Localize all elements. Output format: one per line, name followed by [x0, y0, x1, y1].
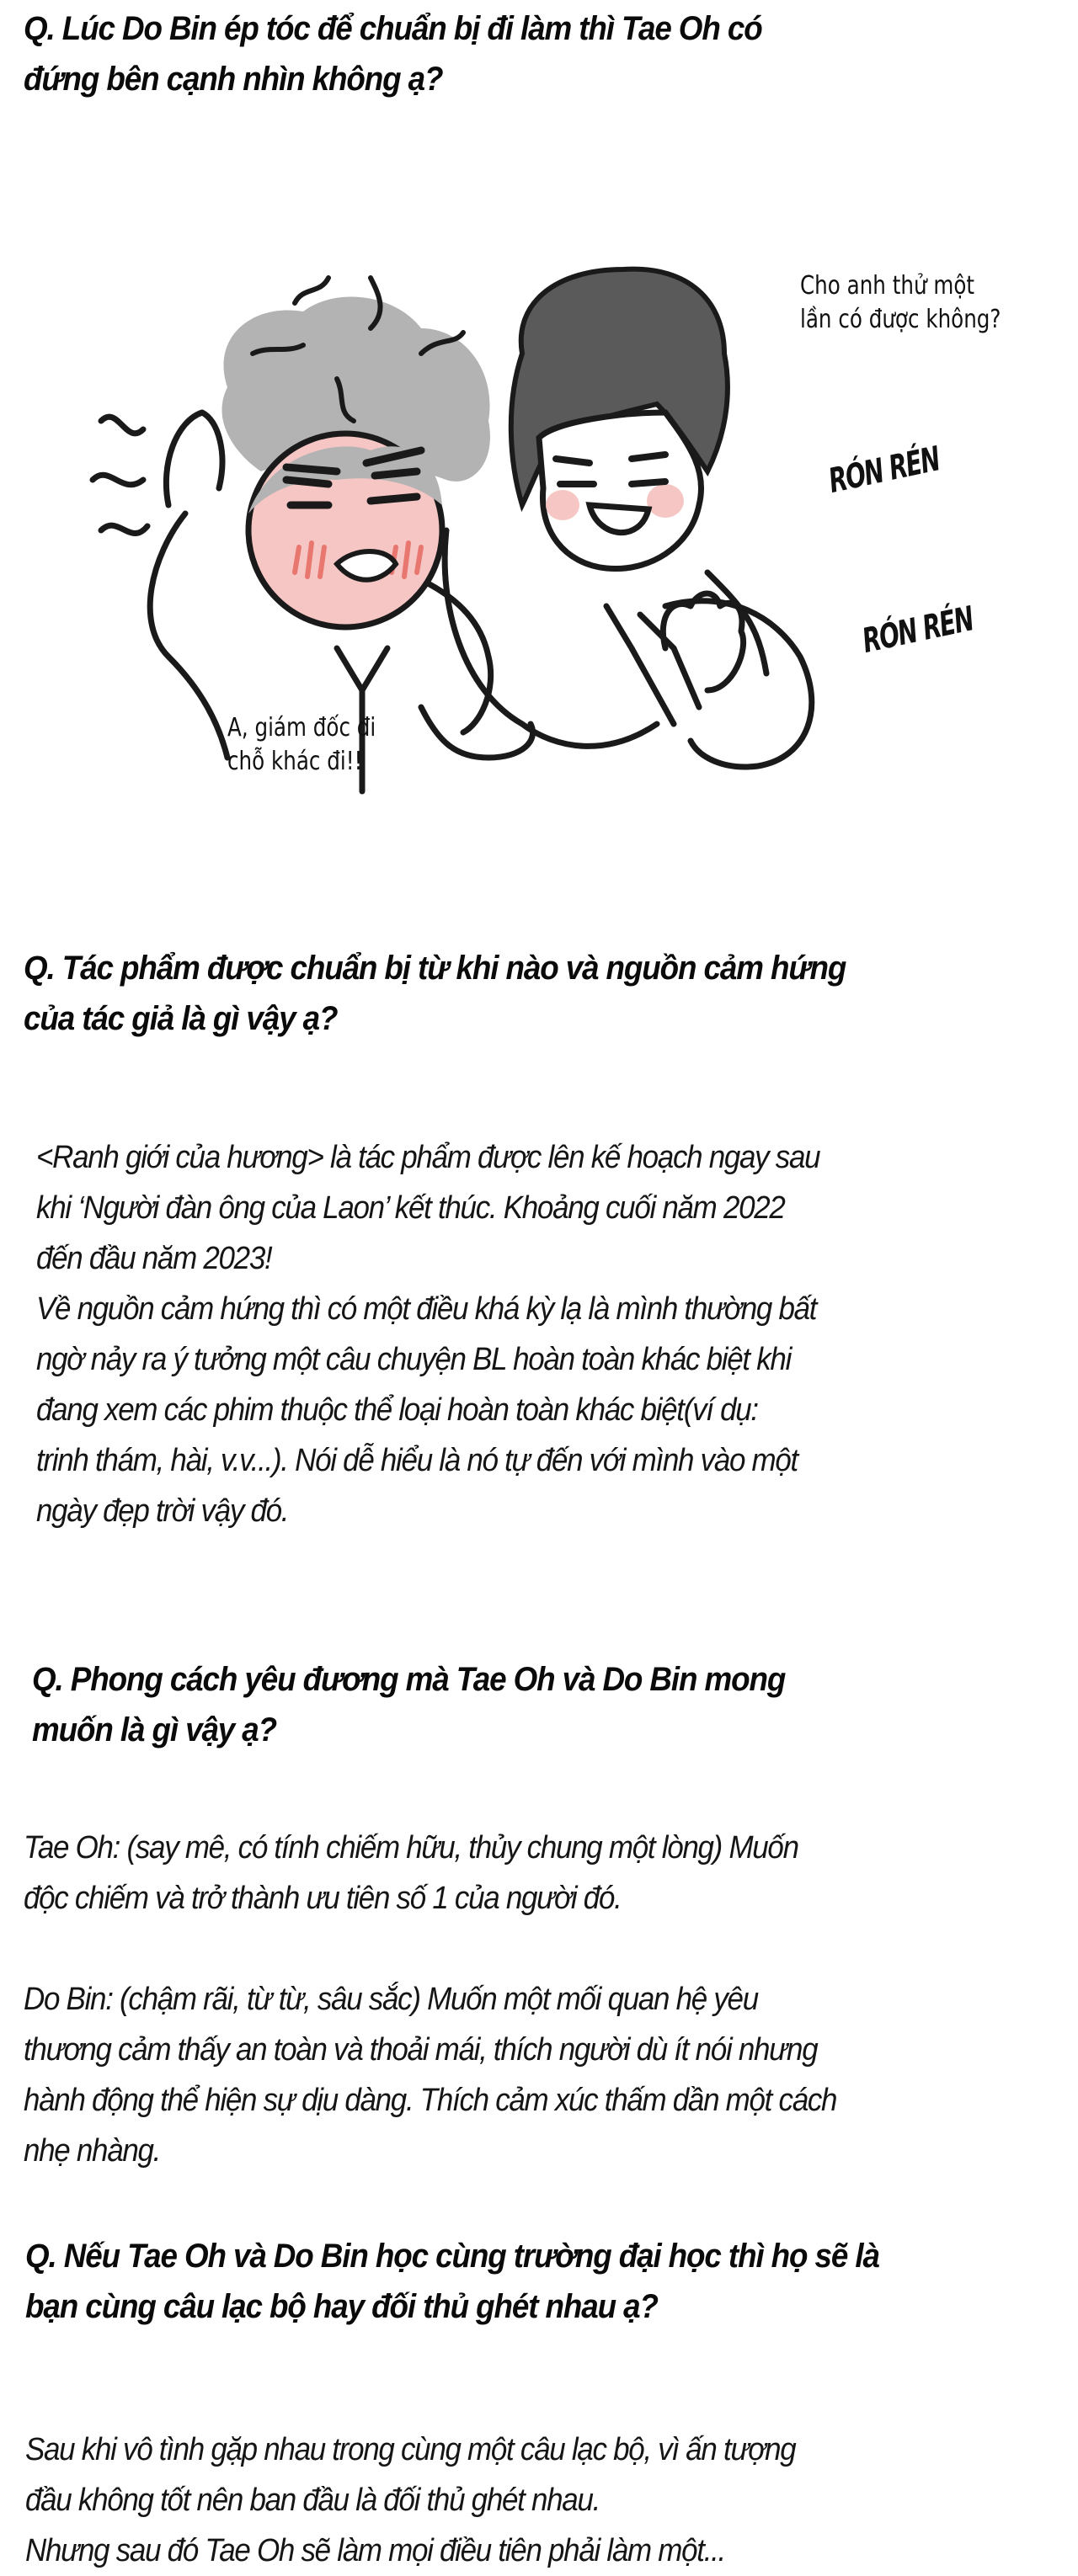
speech-line: lần có được không?	[800, 305, 1001, 334]
speech-line: Cho anh thử một	[800, 271, 975, 301]
answer-line: khi ‘Người đàn ông của Laon’ kết thúc. Khoảng cuối năm 2022	[36, 1190, 785, 1226]
question-line: bạn cùng câu lạc bộ hay đối thủ ghét nhau ạ?	[25, 2288, 658, 2325]
answer-line: Sau khi vô tình gặp nhau trong cùng một câu lạc bộ, vì ấn tượng	[25, 2432, 796, 2467]
answer-line: Nhưng sau đó Tae Oh sẽ làm mọi điều tiên phải làm một...	[25, 2533, 725, 2568]
comic-illustration	[84, 253, 1011, 800]
answer-line: đầu không tốt nên ban đầu là đối thủ ghét nhau.	[25, 2483, 600, 2518]
question-line: Q. Tác phẩm được chuẩn bị từ khi nào và nguồn cảm hứng	[24, 950, 846, 987]
answer-2-paragraph	[36, 1132, 819, 1536]
answer-line: Về nguồn cảm hứng thì có một điều khá kỳ lạ là mình thường bất	[36, 1291, 817, 1327]
speech-line: chỗ khác đi!!	[227, 747, 363, 776]
answer-3-taeoh-paragraph	[24, 1823, 798, 1924]
question-3-heading	[32, 1654, 785, 1755]
question-line: muốn là gì vậy ạ?	[32, 1711, 277, 1748]
answer-line: nhẹ nhàng.	[24, 2133, 161, 2169]
speech-line: A, giám đốc đi	[227, 713, 376, 742]
question-line: Q. Lúc Do Bin ép tóc để chuẩn bị đi làm thì Tae Oh có	[24, 10, 762, 47]
answer-line: thương cảm thấy an toàn và thoải mái, thích người dù ít nói nhưng	[24, 2032, 818, 2068]
answer-line: Do Bin: (chậm rãi, từ từ, sâu sắc) Muốn một mối quan hệ yêu	[24, 1982, 758, 2017]
question-line: Q. Phong cách yêu đương mà Tae Oh và Do Bin mong	[32, 1661, 786, 1698]
question-line: đứng bên cạnh nhìn không ạ?	[24, 61, 443, 98]
answer-line: đang xem các phim thuộc thể loại hoàn toàn khác biệt(ví dụ:	[36, 1392, 758, 1428]
question-4-heading	[25, 2231, 879, 2332]
speech-bubble-taeoh	[800, 269, 1001, 337]
answer-line: hành động thể hiện sự dịu dàng. Thích cảm xúc thấm dần một cách	[24, 2083, 837, 2118]
speech-bubble-dobin	[227, 711, 376, 779]
answer-line: trinh thám, hài, v.v...). Nói dễ hiểu là nó tự đến với mình vào một	[36, 1443, 798, 1478]
answer-line: ngờ nảy ra ý tưởng một câu chuyện BL hoàn toàn khác biệt khi	[36, 1342, 792, 1377]
answer-line: đến đầu năm 2023!	[36, 1241, 272, 1276]
answer-line: độc chiếm và trở thành ưu tiên số 1 của người đó.	[24, 1881, 622, 1916]
question-2-heading	[24, 943, 846, 1044]
sound-effect-tiptoe: RÓN RÉN	[825, 439, 943, 501]
answer-line: <Ranh giới của hương> là tác phẩm được lên kế hoạch ngay sau	[36, 1140, 820, 1175]
question-line: của tác giả là gì vậy ạ?	[24, 1000, 338, 1037]
answer-4-paragraph	[25, 2424, 795, 2576]
sound-effect-tiptoe: RÓN RÉN	[859, 599, 977, 661]
answer-line: Tae Oh: (say mê, có tính chiếm hữu, thủy chung một lòng) Muốn	[24, 1830, 798, 1865]
question-line: Q. Nếu Tae Oh và Do Bin học cùng trường đại học thì họ sẽ là	[25, 2238, 879, 2275]
answer-line: ngày đẹp trời vậy đó.	[36, 1493, 289, 1529]
question-1-heading	[24, 3, 762, 104]
answer-3-dobin-paragraph	[24, 1974, 836, 2176]
